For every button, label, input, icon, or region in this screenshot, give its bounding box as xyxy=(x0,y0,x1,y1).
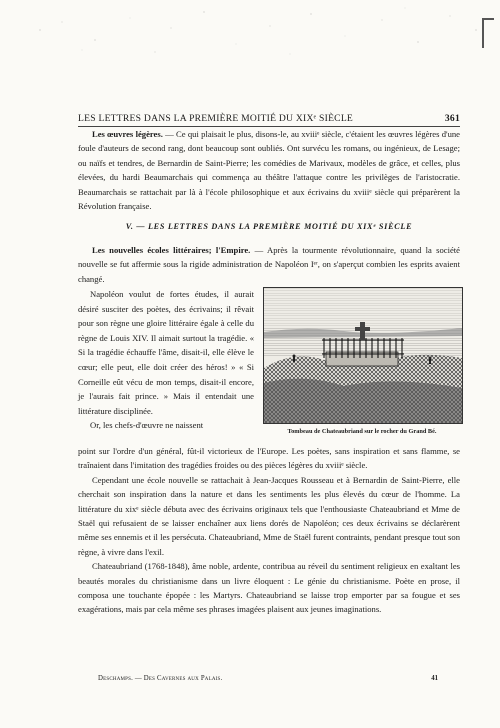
paragraph-nouvelles-ecoles xyxy=(78,243,460,286)
section-title: V. — LES LETTRES DANS LA PREMIÈRE MOITIÉ DU XIXᵉ SIÈCLE xyxy=(125,222,413,231)
paragraph-text: — Après la tourmente révolutionnaire, quand la société nouvelle se fut affermie sous la rigide administration de Napoléon Iᵉʳ, on s'aperçut combien les esprits avaient changé. xyxy=(78,245,460,284)
page-footer xyxy=(98,675,438,682)
paragraph-block-continued xyxy=(78,444,460,617)
paragraph-oeuvres-legeres xyxy=(78,127,460,213)
tomb-engraving-illustration xyxy=(264,288,462,423)
footer-credit: Deschamps. — Des Cavernes aux Palais. xyxy=(98,675,223,682)
scan-noise xyxy=(0,0,500,60)
paragraph-napoleon: Napoléon voulut de fortes études, il aurait désiré susciter des poètes, des écrivains; il rêvait pour son règne une gloire littéraire égale à celle du règne de Louis XIV. Il aimait surtout la tragédie. « Si la tragédie échauffe l'âme, disait-il, elle élève le cœur; elle peut, elle doit créer des héros! » « Si Corneille eût vécu de mon temps, disait-il encore, je l'aurais fait prince. » Mais il entendait une littérature disciplinée. xyxy=(78,289,254,416)
signature-mark: 41 xyxy=(431,675,438,682)
paragraph-chefs-oeuvre-start: Or, les chefs-d'œuvre ne naissent xyxy=(90,420,204,431)
running-title: LES LETTRES DANS LA PREMIÈRE MOITIÉ DU XIXᵉ SIÈCLE xyxy=(78,113,354,124)
corner-mark xyxy=(482,18,494,48)
paragraph-lead: Les nouvelles écoles littéraires; l'Empire. xyxy=(92,245,251,255)
paragraph-ecole-nouvelle: Cependant une école nouvelle se rattachait à Jean-Jacques Rousseau et à Bernardin de Saint-Pierre, elle cherchait son inspiration dans la nature et dans les sentiments les plus élevés du cœur de l'homme. La littérature du xixᵉ siècle débuta avec des écrivains originaux tels que l'enthousiaste Chateaubriand et Mme de Staël qui refusaient de se laisser enchaîner aux liens dorés de Napoléon; ces deux écrivains se déclarèrent même ses ennemis et il les persécuta. Chateaubriand, Mme de Staël furent contraints, pendant presque tout son règne, à vivre dans l'exil. xyxy=(78,474,460,557)
text-column-beside-figure xyxy=(78,287,254,433)
engraving-chateaubriand-tomb xyxy=(263,287,463,424)
paragraph-lead: Les œuvres légères. xyxy=(92,129,163,139)
paragraph-text: — Ce qui plaisait le plus, disons-le, au xviiiᵉ siècle, c'étaient les œuvres légères d'une foule d'auteurs de second rang, dont beaucoup sont oubliés. Ont survécu les romans, ou ingénieux, de Lesage; ou naïfs et tendres, de Bernardin de Saint-Pierre; les comédies de Marivaux, modèles de grâce, et celles, plus élevées, du hardi Beaumarchais qui commença au théâtre l'attaque contre les privilèges de l'aristocratie. Beaumarchais se rattachait par là à l'école philosophique et aux écrivains du xviiiᵉ siècle qui préparèrent la Révolution française. xyxy=(78,129,460,212)
paragraph-chateaubriand: Chateaubriand (1768-1848), âme noble, ardente, contribua au réveil du sentiment religieux en exaltant les beautés morales du christianisme dans un livre éloquent : Le génie du christianisme. Poète en prose, il composa une touchante épopée : les Martyrs. Chateaubriand se laisse trop emporter par sa fougue et ses exagérations, mais par cela même ses phrases imagées plaisent aux jeunes imaginations. xyxy=(78,561,460,615)
paragraph-chefs-oeuvre-end: point sur l'ordre d'un général, fût-il victorieux de l'Europe. Les poètes, sans inspiration et sans flamme, se traînaient dans l'imitation des tragédies froides ou des pièces légères du xviiiᵉ siècle. xyxy=(78,446,460,471)
page-number: 361 xyxy=(444,113,460,124)
running-header xyxy=(78,113,460,124)
figure-caption: Tombeau de Chateaubriand sur le rocher du Grand Bé. xyxy=(287,428,437,435)
